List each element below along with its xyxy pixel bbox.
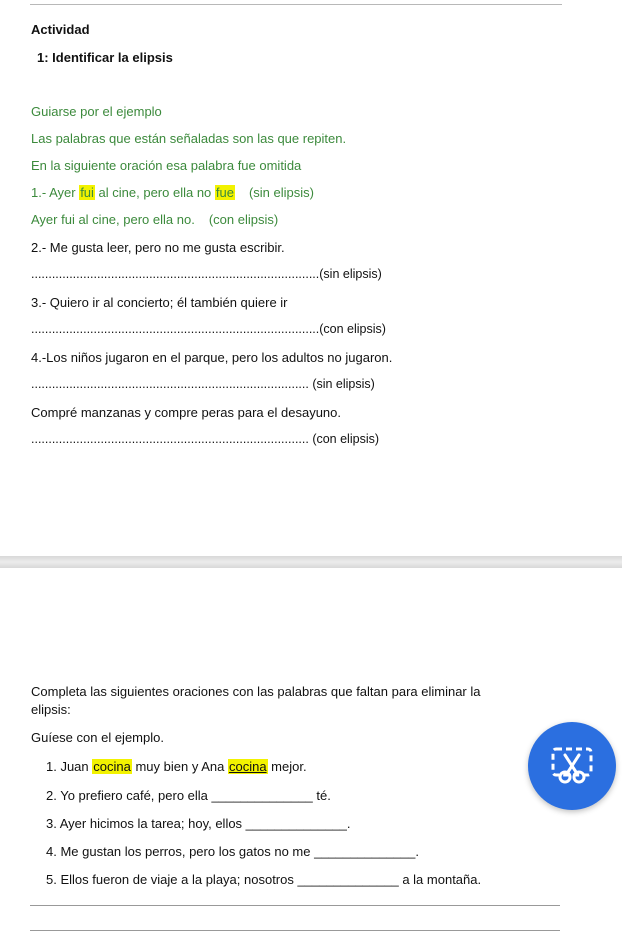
example-text-part: 1.- Ayer — [31, 185, 80, 200]
example-text: Ayer fui al cine, pero ella no. — [31, 212, 195, 227]
example-with-ellipsis — [31, 212, 278, 228]
item-text: a la montaña. — [398, 872, 482, 887]
answer-blank[interactable]: ................................................................................ — [31, 432, 309, 446]
answer-blank[interactable]: ................................................................................... — [31, 322, 320, 336]
activity-title: Actividad — [31, 22, 90, 37]
exercise-tag: (con elipsis) — [319, 322, 386, 336]
fill-blank[interactable]: ______________ — [245, 816, 347, 831]
answer-line[interactable] — [31, 431, 379, 447]
item-text: 3. Ayer hicimos la tarea; hoy, ellos — [46, 816, 246, 831]
bottom-rule — [30, 905, 560, 906]
exercise-sentence: 3.- Quiero ir al concierto; él también quiere ir — [31, 295, 288, 310]
page-top-rule — [30, 4, 562, 5]
instruction-line-2: elipsis: — [31, 702, 71, 717]
answer-blank[interactable]: ................................................................................... — [31, 267, 320, 281]
item-text: . — [415, 844, 419, 859]
fill-blank[interactable]: ______________ — [211, 788, 313, 803]
guide-text: Guiarse por el ejemplo — [31, 104, 162, 119]
bottom-rule — [30, 930, 560, 931]
item-text: mejor. — [267, 759, 307, 774]
answer-blank[interactable]: ................................................................................ — [31, 377, 309, 391]
exercise-sentence: Compré manzanas y compre peras para el desayuno. — [31, 405, 341, 420]
highlighted-word: cocina — [228, 759, 267, 774]
highlighted-word: fue — [215, 185, 234, 200]
example-text-part: al cine, pero ella no — [94, 185, 215, 200]
exercise-sentence: 4.-Los niños jugaron en el parque, pero los adultos no jugaron. — [31, 350, 393, 365]
page-separator — [0, 556, 622, 568]
highlighted-word: cocina — [93, 759, 131, 774]
intro-line-1: Las palabras que están señaladas son las que repiten. — [31, 131, 347, 146]
exercise-tag: (con elipsis) — [308, 432, 380, 446]
completion-item-2 — [46, 788, 331, 804]
fill-blank[interactable]: ______________ — [297, 872, 399, 887]
item-text: 4. Me gustan los perros, pero los gatos no me — [46, 844, 315, 859]
item-text: . — [346, 816, 351, 831]
item-text: 1. Juan — [46, 759, 93, 774]
exercise-sentence: 2.- Me gusta leer, pero no me gusta escribir. — [31, 240, 285, 255]
completion-item-1 — [46, 759, 307, 775]
completion-item-4 — [46, 844, 419, 860]
highlighted-word: fui — [80, 185, 94, 200]
section-subtitle: 1: Identificar la elipsis — [37, 50, 173, 65]
example-tag: (con elipsis) — [208, 212, 279, 227]
intro-line-2: En la siguiente oración esa palabra fue omitida — [31, 158, 302, 173]
example-without-ellipsis — [31, 185, 314, 201]
item-text: té. — [312, 788, 331, 803]
answer-line[interactable] — [31, 321, 386, 337]
completion-item-3 — [46, 816, 351, 832]
answer-line[interactable] — [31, 266, 382, 282]
completion-item-5 — [46, 872, 481, 888]
scissors-cut-icon — [550, 744, 594, 788]
exercise-tag: (sin elipsis) — [308, 377, 375, 391]
item-text: 2. Yo prefiero café, pero ella — [46, 788, 212, 803]
answer-line[interactable] — [31, 376, 375, 392]
example-tag: (sin elipsis) — [248, 185, 314, 200]
exercise-tag: (sin elipsis) — [319, 267, 382, 281]
screenshot-cut-button[interactable] — [528, 722, 616, 810]
fill-blank[interactable]: ______________ — [314, 844, 416, 859]
item-text: 5. Ellos fueron de viaje a la playa; nosotros — [46, 872, 298, 887]
instruction-line-1: Completa las siguientes oraciones con las palabras que faltan para eliminar la — [31, 684, 481, 699]
guide-text-2: Guíese con el ejemplo. — [31, 730, 164, 745]
item-text: muy bien y Ana — [131, 759, 228, 774]
